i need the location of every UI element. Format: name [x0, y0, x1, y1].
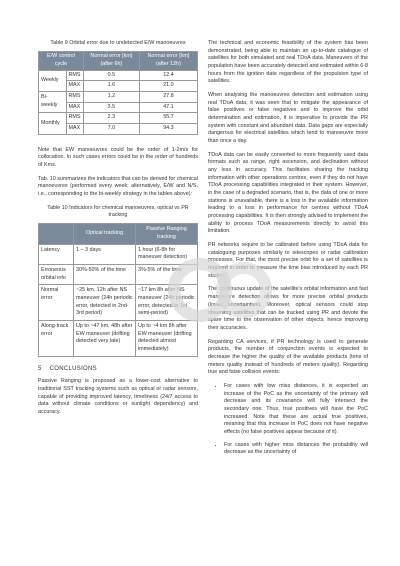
group-label: Monthly — [39, 113, 67, 134]
pr-value: ~17 km 8h after NS maneuver (24h periodic error, detected in 1st semi-period) — [135, 285, 197, 321]
paragraph: Note that EW manoeuvres could be the order of 1-2m/s for collocation. In such cases errors could be in the order of hundreds of Kms. — [38, 146, 198, 169]
paragraph: When analysing the manoeuvres detection and estimation using real TDoA data, it was seen that to mitigate the appearance of false positives or false negatives and to improve the orbit determination and estimation, it is imperative to provide the PR system with constant and abundant data. Data gaps are especially dangerous for electrical satellites which tend to manoeuvre more than once a day. — [208, 92, 368, 145]
row-label: Latency — [39, 244, 74, 264]
table-row — [39, 70, 198, 81]
optical-value: ~25 km, 12h after NS maneuver (24h periodic error, detected in 2nd-3rd period) — [73, 285, 135, 321]
value-12h: 55.7 — [139, 113, 197, 124]
section-number: 5 — [38, 365, 42, 372]
table-row — [39, 113, 198, 124]
value-6h: 2.3 — [83, 113, 139, 124]
list-item: • For cases with higher miss distances the probability will decrease as the uncertainty of — [224, 442, 368, 457]
collision-bullet-list — [208, 383, 368, 457]
stat-label: RMS — [66, 91, 83, 102]
paragraph: Tab. 10 summarizes the indicators that can be derived for chemical manoeuvres (performed every week: alternatively, E/W and N/S, i.e., corresponding to the bi-weekly strategy in the tables above): — [38, 175, 198, 198]
section-title: CONCLUSIONS — [49, 365, 97, 372]
value-6h: 1.6 — [83, 81, 139, 92]
table9-header-cycle: E/W control cycle — [39, 52, 84, 70]
table-row — [39, 321, 198, 357]
row-label: Normal error — [39, 285, 74, 321]
paragraph: Passive Ranging is proposed as a lower-cost alternative to traditional SST tracking systems such as optical or radar sensors, capable of providing improved latency, timeliness (24/7 access to data without climate conditions or sunlight dependency) and accuracy. — [38, 378, 198, 415]
value-12h: 47.1 — [139, 102, 197, 113]
row-label: Erroneous orbital info — [39, 264, 74, 284]
watermark-logo — [160, 255, 280, 325]
table10-header-pr: Passive Ranging tracking — [135, 224, 197, 244]
value-12h: 27.8 — [139, 91, 197, 102]
value-12h: 94.3 — [139, 124, 197, 135]
group-label: Weekly — [39, 70, 67, 91]
left-column — [38, 40, 198, 423]
paragraph: Regarding CA services, if PR technology is used to generate products, the number of conjunction events is expected to decrease the higher the quality of the available products (tens of meters quality instead of hundreds of meters quality). Regarding true and false collision events: — [208, 338, 368, 376]
value-12h: 12.4 — [139, 70, 197, 81]
group-label: Bi-weekly — [39, 91, 67, 112]
pr-value: 3%-5% of the time — [135, 264, 197, 284]
optical-value: Up to ~47 km, 48h after EW maneuver (drifting detected very late) — [73, 321, 135, 357]
table10-header-optical: Optical tracking — [73, 224, 135, 244]
row-label: Along-track error — [39, 321, 74, 357]
pr-value: 1 hour (6-8h for maneuver detection) — [135, 244, 197, 264]
value-12h: 21.0 — [139, 81, 197, 92]
stat-label: RMS — [66, 70, 83, 81]
stat-label: MAX — [66, 102, 83, 113]
paragraph: The technical and economic feasibility of the system has been demonstrated, being able to maintain an up-to-date catalogue of satellites for both simulated and real TDoA data. Maneuvers of the population have been accurately detected and estimated within 6-8 hours from the ignition date regardless of the propulsion type of satellites. — [208, 40, 368, 85]
section-heading — [38, 365, 198, 374]
table9-header-6h: Normal error [km] (after 6h) — [83, 52, 139, 70]
value-6h: 3.5 — [83, 102, 139, 113]
stat-label: MAX — [66, 81, 83, 92]
value-6h: 7.0 — [83, 124, 139, 135]
paragraph: The continuous update of the satellite's orbital information and fast manoeuvre detection allows for more precise orbital products (lower uncertainties). Moreover, optical sensors could stop observing satellites that can be tracked using PR and devote the spare time to the observation of other objects, hence improving their accuracies. — [208, 286, 368, 331]
value-6h: 1.2 — [83, 91, 139, 102]
paragraph: PR networks require to be calibrated before using TDoA data for cataloguing purposes similarly to telescopes or radar calibration processes. For that, the most precise orbit for a set of satellites is required in order to measure the time bias introduced by each PR station. — [208, 242, 368, 279]
table-row — [39, 91, 198, 102]
table9 — [38, 51, 198, 134]
optical-value: 1 – 3 days — [73, 244, 135, 264]
paragraph: TDoA data can be easily converted to more frequently used data formats such as range, right ascension, and declination without any loss in accuracy. This facilitates sharing the tracking information with other operations centres, even if they do not have TDoA processing capabilities integrated in their system. However, in the case of a degraded scenario, that is, the data of one or more stations is unavailable, there is a loss in the available information leading to a loss in performance for centres without TDoA processing capabilities. It is then strongly advised to implement the ability to process TDoA measurements directly to avoid this limitation. — [208, 151, 368, 235]
table9-caption: Table 9 Orbital error due to undetected E/W manoeuvres — [50, 40, 186, 46]
right-column — [208, 40, 368, 462]
optical-value: 30%-50% of the time — [73, 264, 135, 284]
table10-header-blank — [39, 224, 74, 244]
table9-header-12h: Normal error [km] (after 12h) — [139, 52, 197, 70]
pr-value: Up to ~4 km 8h after EW maneuver (drifting detected almost immediately) — [135, 321, 197, 357]
value-6h: 0.5 — [83, 70, 139, 81]
list-item: • For cases with low miss distances, it is expected an increase of the PoC as the uncertainty of the primary will decrease and its covariance will fully intersect the secondary one. Thus, true positives will have the PoC increased. Note that these are actual true positives, meaning that this increase in PoC does not have negative effects (no false positives appear because of it). — [224, 383, 368, 437]
table10-caption: Table 10 Indicators for chemical manoeuvres, optical vs PR tracking — [47, 204, 189, 218]
stat-label: MAX — [66, 124, 83, 135]
stat-label: RMS — [66, 113, 83, 124]
